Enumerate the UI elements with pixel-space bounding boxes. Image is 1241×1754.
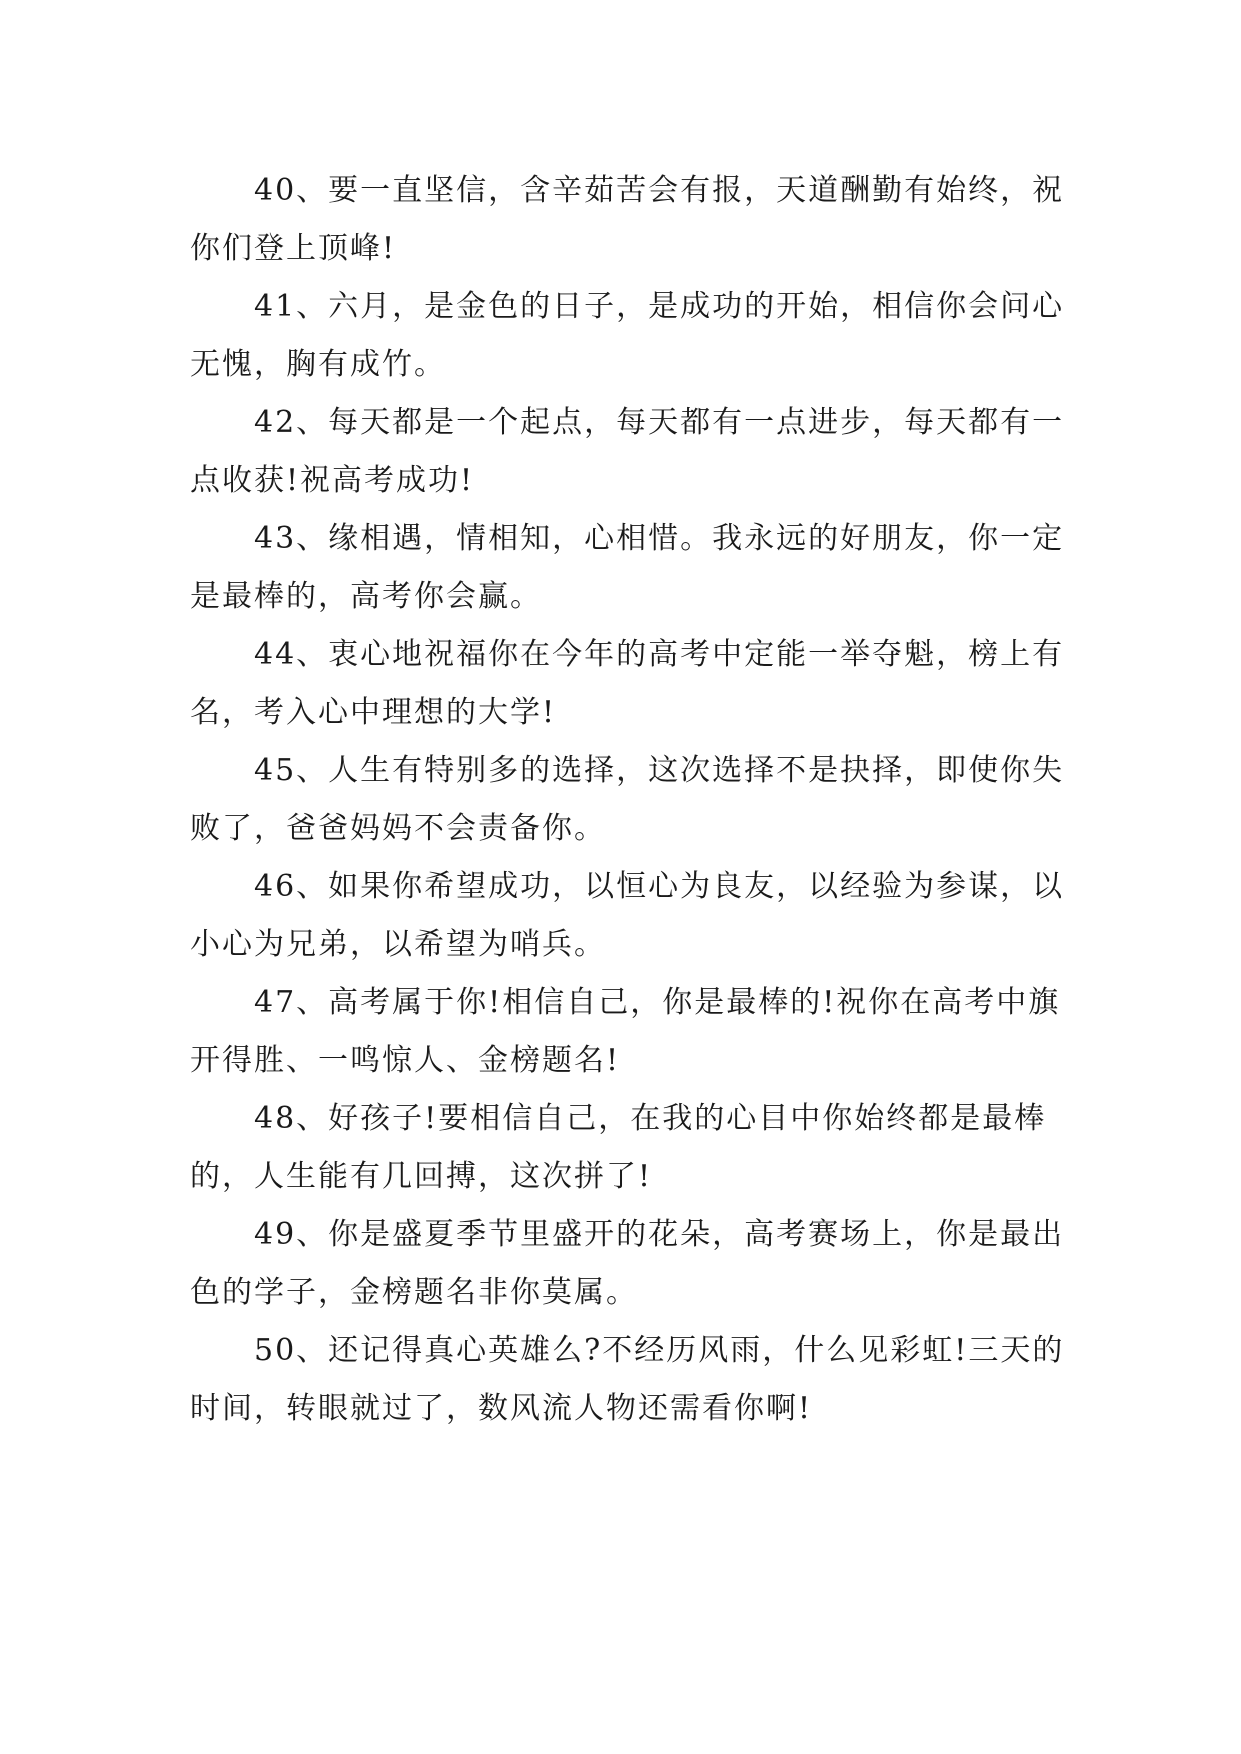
paragraph-50: 50、还记得真心英雄么?不经历风雨，什么见彩虹!三天的时间，转眼就过了，数风流人物还需看你啊! [190, 1333, 1065, 1426]
paragraph-46: 46、如果你希望成功，以恒心为良友，以经验为参谋，以小心为兄弟，以希望为哨兵。 [190, 869, 1065, 962]
paragraph-41: 41、六月，是金色的日子，是成功的开始，相信你会问心无愧，胸有成竹。 [190, 289, 1065, 382]
paragraph-48: 48、好孩子!要相信自己，在我的心目中你始终都是最棒的，人生能有几回搏，这次拼了! [190, 1101, 1047, 1194]
paragraph-42: 42、每天都是一个起点，每天都有一点进步，每天都有一点收获!祝高考成功! [190, 405, 1065, 498]
paragraph-47: 47、高考属于你!相信自己，你是最棒的!祝你在高考中旗开得胜、一鸣惊人、金榜题名! [190, 985, 1061, 1078]
document-body [190, 162, 1070, 1438]
paragraph-40: 40、要一直坚信，含辛茹苦会有报，天道酬勤有始终，祝你们登上顶峰! [190, 173, 1065, 266]
paragraph-44: 44、衷心地祝福你在今年的高考中定能一举夺魁，榜上有名，考入心中理想的大学! [190, 637, 1065, 730]
paragraph-49: 49、你是盛夏季节里盛开的花朵，高考赛场上，你是最出色的学子，金榜题名非你莫属。 [190, 1217, 1065, 1310]
paragraph-43: 43、缘相遇，情相知，心相惜。我永远的好朋友，你一定是最棒的，高考你会赢。 [190, 521, 1065, 614]
paragraph-45: 45、人生有特别多的选择，这次选择不是抉择，即使你失败了，爸爸妈妈不会责备你。 [190, 753, 1065, 846]
